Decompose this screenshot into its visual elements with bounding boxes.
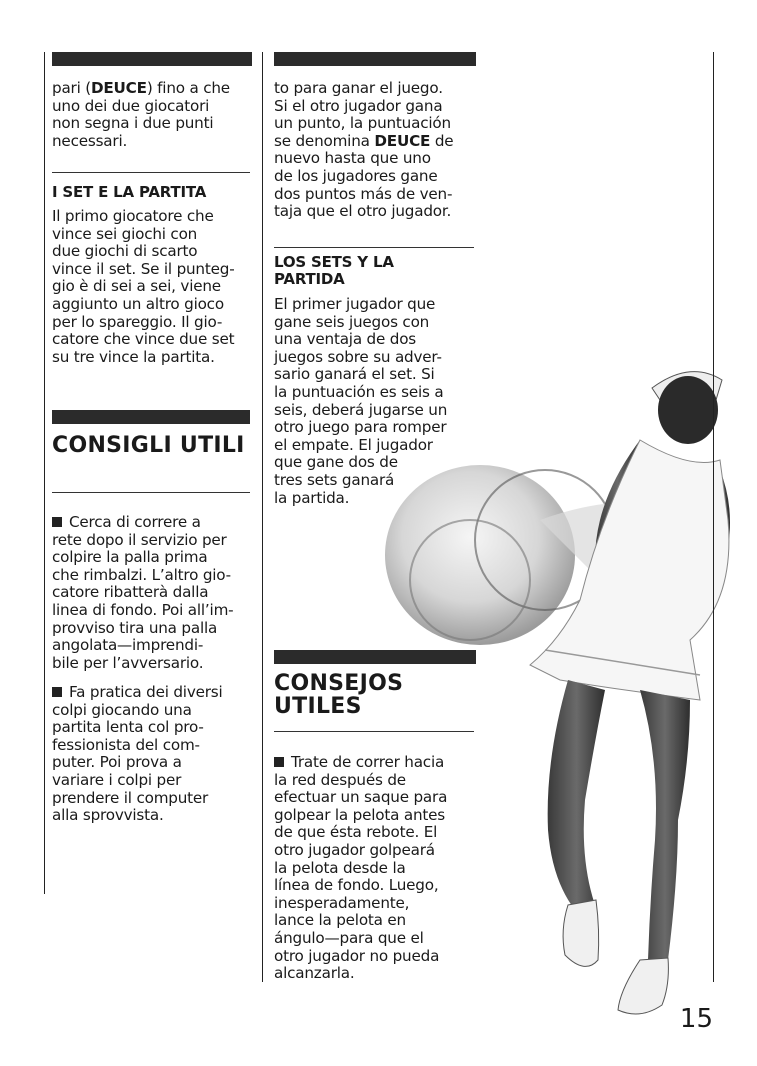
header-bar-right (274, 52, 476, 66)
divider-right-2 (274, 731, 474, 732)
heading-set-partita: I SET E LA PARTITA (52, 183, 207, 201)
heading-sets-partida: LOS SETS Y LA PARTIDA (274, 253, 394, 288)
left-tip-2: Fa pratica dei diversi colpi giocando una partita lenta col pro- fessionista del com- puter. Poi prova a variare i colpi per prendere il computer alla sprovvista. (52, 683, 223, 825)
left-paragraph-deuce: pari (DEUCE) fino a che uno dei due giocatori non segna i due punti necessari. (52, 79, 230, 150)
column-rule-left (44, 52, 45, 894)
column-rule-middle (262, 52, 263, 982)
bar-consigli (52, 410, 250, 424)
left-tip-1: Cerca di correre a rete dopo il servizio per colpire la palla prima che rimbalzi. L’altro gio- catore ribatterà dalla linea di fondo. Poi all’im- provviso tira una palla angolata—imprendi- bile per l’avversario. (52, 513, 234, 672)
heading-consejos-utiles: CONSEJOS UTILES (274, 671, 404, 719)
page-number: 15 (679, 1004, 713, 1034)
right-tip-1: Trate de correr hacia la red después de efectuar un saque para golpear la pelota antes de que ésta rebote. El otro jugador golpeará la pelota desde la línea de fondo. Luego, inesperadamente, lance la pelota en ángulo—para que el otro jugador no pueda alcanzarla. (274, 753, 448, 983)
heading-consigli-utili: CONSIGLI UTILI (52, 433, 245, 458)
divider-right-1 (274, 247, 474, 248)
header-bar-left (52, 52, 252, 66)
bullet-icon (52, 517, 62, 527)
divider-left-1 (52, 172, 250, 173)
divider-left-2 (52, 492, 250, 493)
right-paragraph-sets: El primer jugador que gane seis juegos con una ventaja de dos juegos sobre su adver- sario ganará el set. Si la puntuación es seis a seis, deberá jugarse un otro juego para romper el empate. El jugador que gane dos de tres sets ganará la partida. (274, 295, 448, 507)
bullet-icon (274, 757, 284, 767)
bullet-icon (52, 687, 62, 697)
head (658, 376, 718, 444)
column-rule-right (713, 52, 714, 982)
right-paragraph-deuce: to para ganar el juego. Si el otro jugador gana un punto, la puntuación se denomina DEUCE de nuevo hasta que uno de los jugadores gane dos puntos más de ven- taja que el otro jugador. (274, 79, 454, 221)
left-paragraph-set: Il primo giocatore che vince sei giochi con due giochi di scarto vince il set. Se il punteg- gio è di sei a sei, viene aggiunto un altro gioco per lo spareggio. Il gio- catore che vince due set su tre vince la partita. (52, 207, 235, 366)
bar-consejos (274, 650, 476, 664)
